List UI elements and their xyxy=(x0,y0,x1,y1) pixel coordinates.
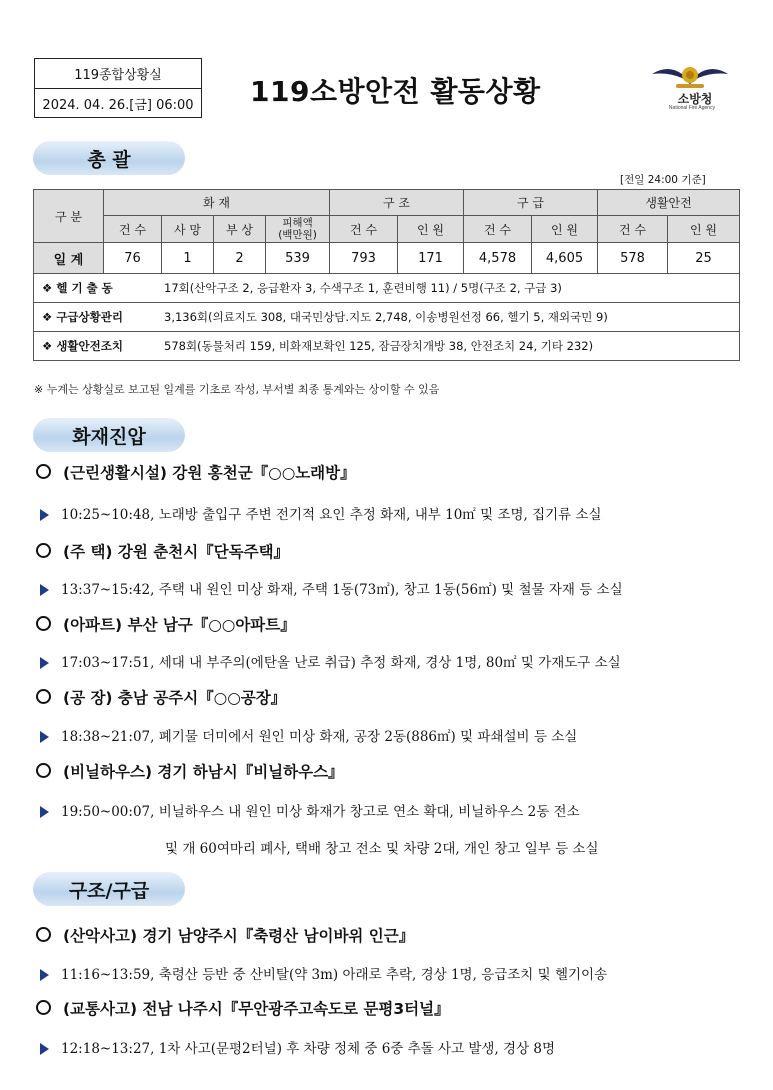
fire-incident-title: (근린생활시설) 강원 홍천군『○○노래방』 xyxy=(36,461,356,483)
triangle-bullet-icon xyxy=(40,657,49,669)
rescue-incident-detail: 12:18~13:27, 1차 사고(문평2터널) 후 차량 정체 중 6중 추돌 사고 발생, 경상 8명 xyxy=(40,1037,555,1057)
sub-header: 건 수 xyxy=(104,216,162,243)
sub-header-damage xyxy=(266,216,330,243)
damage-unit: (백만원) xyxy=(278,229,317,241)
page-title: 119소방안전 활동상황 xyxy=(250,75,541,108)
sub-header: 사 망 xyxy=(162,216,214,243)
circle-bullet-icon xyxy=(36,763,51,778)
fire-incident-detail-cont: 및 개 60여마리 폐사, 택배 창고 전소 및 차량 2대, 개인 창고 일부 등 소실 xyxy=(165,841,599,857)
rescue-incident-title: (교통사고) 전남 나주시『무안광주고속도로 문평3터널』 xyxy=(36,997,450,1019)
summary-table xyxy=(33,189,740,361)
sub-header: 인 원 xyxy=(668,216,740,243)
emblem-icon xyxy=(648,62,732,92)
detail-row-helicopter xyxy=(34,274,740,303)
basis-time: [전일 24:00 기준] xyxy=(620,174,706,186)
triangle-bullet-icon xyxy=(40,731,49,743)
rescue-incident-detail: 11:16~13:59, 축령산 등반 중 산비탈(약 3m) 아래로 추락, 경상 1명, 응급조치 및 헬기이송 xyxy=(40,963,607,983)
office-name: 119종합상황실 xyxy=(74,68,162,83)
sub-header: 건 수 xyxy=(330,216,398,243)
section-summary-title: 총 괄 xyxy=(33,141,185,175)
section-fire-title: 화재진압 xyxy=(33,418,185,452)
circle-bullet-icon xyxy=(36,689,51,704)
circle-bullet-icon xyxy=(36,464,51,479)
detail-row-ems xyxy=(34,303,740,332)
circle-bullet-icon xyxy=(36,1000,51,1015)
group-rescue-header: 구 조 xyxy=(330,190,464,216)
triangle-bullet-icon xyxy=(40,584,49,596)
fire-incident-title: (주 택) 강원 춘천시『단독주택』 xyxy=(36,540,289,562)
agency-logo xyxy=(648,62,732,120)
detail-label-helicopter: ❖ 헬 기 출 동 xyxy=(42,281,113,295)
triangle-bullet-icon xyxy=(40,509,49,521)
logo-subtext: National Fire Agency xyxy=(668,105,716,111)
report-date: 2024. 04. 26.[금] 06:00 xyxy=(35,88,201,118)
fire-incident-title: (비닐하우스) 경기 하남시『비닐하우스』 xyxy=(36,760,344,782)
damage-label: 피해액 xyxy=(282,217,313,229)
value-cell: 539 xyxy=(266,243,330,274)
fire-incident-detail: 10:25~10:48, 노래방 출입구 주변 전기적 요인 추정 화재, 내부 10㎡ 및 조명, 집기류 소실 xyxy=(40,503,602,523)
value-cell: 1 xyxy=(162,243,214,274)
value-cell: 2 xyxy=(214,243,266,274)
circle-bullet-icon xyxy=(36,543,51,558)
fire-incident-detail: 19:50~00:07, 비닐하우스 내 원인 미상 화재가 창고로 연소 확대, 비닐하우스 2동 전소 xyxy=(40,800,580,820)
sub-header: 건 수 xyxy=(598,216,668,243)
circle-bullet-icon xyxy=(36,927,51,942)
circle-bullet-icon xyxy=(36,616,51,631)
value-cell: 25 xyxy=(668,243,740,274)
group-safety-header: 생활안전 xyxy=(598,190,740,216)
group-fire-header: 화 재 xyxy=(104,190,330,216)
fire-incident-title: (공 장) 충남 공주시『○○공장』 xyxy=(36,686,286,708)
office-date-box xyxy=(34,58,202,118)
logo-text: 소방청 xyxy=(677,92,713,106)
value-cell: 4,605 xyxy=(532,243,598,274)
triangle-bullet-icon xyxy=(40,1043,49,1055)
fire-incident-detail: 13:37~15:42, 주택 내 원인 미상 화재, 주택 1동(73㎡), 창고 1동(56㎡) 및 철물 자재 등 소실 xyxy=(40,578,623,598)
rescue-incident-title: (산악사고) 경기 남양주시『축령산 남이바위 인근』 xyxy=(36,924,414,946)
detail-text-helicopter: 17회(산악구조 2, 응급환자 3, 수색구조 1, 훈련비행 11) / 5명(구조 2, 구급 3) xyxy=(164,281,562,295)
value-cell: 76 xyxy=(104,243,162,274)
summary-note: ※ 누계는 상황실로 보고된 일계를 기초로 작성, 부서별 최종 통계와는 상이할 수 있음 xyxy=(34,383,440,396)
detail-label-ems: ❖ 구급상황관리 xyxy=(42,310,123,324)
fire-incident-title: (아파트) 부산 남구『○○아파트』 xyxy=(36,613,296,635)
detail-text-ems: 3,136회(의료지도 308, 대국민상담.지도 2,748, 이송병원선정 66, 헬기 5, 재외국민 9) xyxy=(164,310,608,324)
category-header: 구 분 xyxy=(34,190,104,243)
detail-label-safety: ❖ 생활안전조치 xyxy=(42,339,123,353)
detail-text-safety: 578회(동물처리 159, 비화재보확인 125, 잠금장치개방 38, 안전조치 24, 기타 232) xyxy=(164,339,594,353)
detail-row-safety xyxy=(34,332,740,361)
triangle-bullet-icon xyxy=(40,969,49,981)
sub-header: 인 원 xyxy=(532,216,598,243)
value-cell: 171 xyxy=(398,243,464,274)
row-label: 일 계 xyxy=(34,243,104,274)
section-rescue-title: 구조/구급 xyxy=(33,872,185,906)
group-ems-header: 구 급 xyxy=(464,190,598,216)
sub-header: 인 원 xyxy=(398,216,464,243)
value-cell: 793 xyxy=(330,243,398,274)
fire-incident-detail: 18:38~21:07, 폐기물 더미에서 원인 미상 화재, 공장 2동(886㎡) 및 파쇄설비 등 소실 xyxy=(40,725,577,745)
fire-incident-detail: 17:03~17:51, 세대 내 부주의(에탄올 난로 취급) 추정 화재, 경상 1명, 80㎡ 및 가재도구 소실 xyxy=(40,651,621,671)
sub-header: 건 수 xyxy=(464,216,532,243)
value-cell: 578 xyxy=(598,243,668,274)
value-cell: 4,578 xyxy=(464,243,532,274)
triangle-bullet-icon xyxy=(40,806,49,818)
sub-header: 부 상 xyxy=(214,216,266,243)
